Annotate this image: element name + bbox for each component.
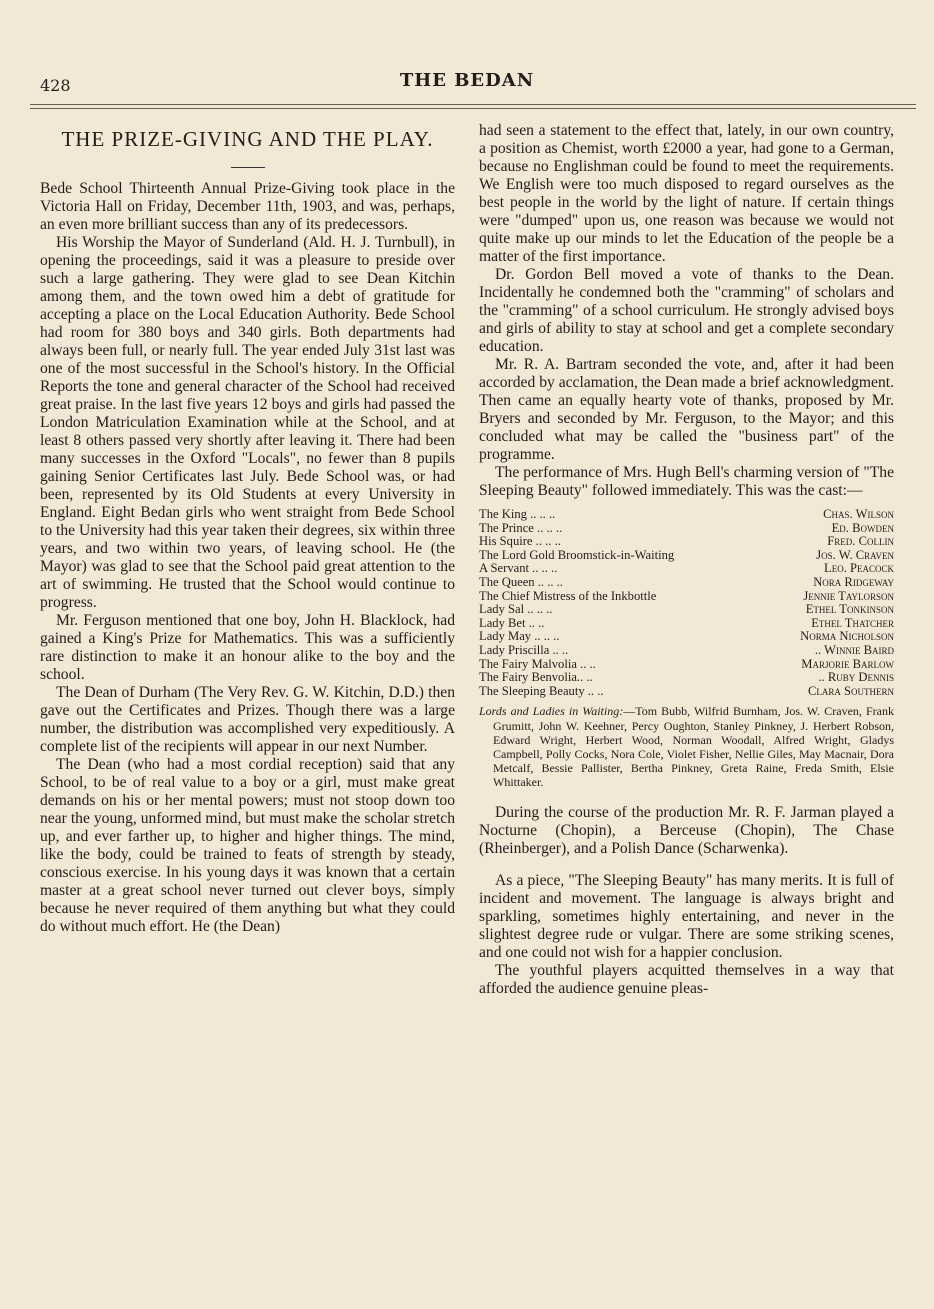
cast-actor: Fred. Collin bbox=[827, 534, 894, 549]
cast-actor: Clara Southern bbox=[807, 683, 894, 698]
cast-row bbox=[479, 630, 894, 644]
paragraph: His Worship the Mayor of Sunderland (Ald. H. J. Turnbull), in opening the proceedings, said it was a pleasure to preside over such a large gathering. They were glad to see Dean Kitchin among them, and the town owed him a debt of gratitude for accepting a place on the Local Education Authority. Bede School had room for 380 boys and 340 girls. Both departments had always been full, or nearly full. The year ended July 31st last was one of the most successful in the School's history. In the Official Reports the tone and general character of the School had received great praise. In the last five years 12 boys and girls had passed the London Matriculation Examination while at the School, and at least 8 others passed very shortly after leaving it. There had been many successes in the Oxford "Locals", no fewer than 8 pupils gaining Senior Certificates last July. Bede School was, or had been, represented by its Old Students at every University in England. Eight Bedan girls who went straight from Bede School to the University had this year taken their degrees, six within three years, and two within two years, of leaving school. He (the Mayor) was glad to see that the School paid great attention to the art of swimming. He trusted that the School would continue to progress. bbox=[40, 234, 455, 611]
cast-role: His Squire .. .. .. bbox=[479, 534, 561, 549]
lords-and-ladies bbox=[479, 704, 894, 789]
paragraph: During the course of the production Mr. R. F. Jarman played a Nocturne (Chopin), a Berceuse (Chopin), The Chase (Rheinberger), and a Polish Dance (Scharwenka). bbox=[479, 803, 894, 857]
cast-actor: Jennie Taylorson bbox=[803, 588, 894, 603]
cast-row bbox=[479, 508, 894, 522]
paragraph: The Dean (who had a most cordial reception) said that any School, to be of real value to a boy or a girl, must make great demands on his or her mental powers; must not stoop down too near the young, unformed mind, but must make the scholar stretch up, and ever farther up, to higher and higher things. The mind, like the body, could be trained to feats of strength by steady, conscious exercise. In his young days it was known that a certain master at a great school never turned out clever boys, simply because he never required of them anything but what they could do without much effort. He (the Dean) bbox=[40, 756, 455, 935]
right-column bbox=[479, 122, 894, 998]
cast-role: The Fairy Benvolia.. .. bbox=[479, 670, 593, 685]
cast-actor: Leo. Peacock bbox=[824, 561, 894, 576]
cast-row bbox=[479, 562, 894, 576]
cast-role: Lady Bet .. .. bbox=[479, 615, 545, 630]
cast-actor: Ethel Thatcher bbox=[811, 615, 894, 630]
cast-list bbox=[479, 508, 894, 698]
cast-role: The Fairy Malvolia .. .. bbox=[479, 656, 596, 671]
cast-role: The King .. .. .. bbox=[479, 507, 556, 521]
header-rule-double bbox=[30, 108, 916, 109]
spacer bbox=[479, 858, 894, 872]
paragraph: The youthful players acquitted themselves in a way that afforded the audience genuine pleas- bbox=[479, 961, 894, 997]
cast-role: The Chief Mistress of the Inkbottle bbox=[479, 588, 657, 603]
cast-row bbox=[479, 671, 894, 685]
cast-role: A Servant .. .. .. bbox=[479, 561, 558, 576]
cast-row bbox=[479, 549, 894, 563]
paragraph: The performance of Mrs. Hugh Bell's charming version of "The Sleeping Beauty" followed immediately. This was the cast:— bbox=[479, 464, 894, 499]
title-rule bbox=[231, 167, 265, 168]
cast-actor: Ethel Tonkinson bbox=[805, 602, 894, 617]
cast-row bbox=[479, 644, 894, 658]
paragraph: Bede School Thirteenth Annual Prize-Giving took place in the Victoria Hall on Friday, December 11th, 1903, and was, perhaps, an even more brilliant success than any of its predecessors. bbox=[40, 180, 455, 233]
cast-role: The Sleeping Beauty .. .. bbox=[479, 683, 604, 698]
running-title: THE BEDAN bbox=[399, 70, 535, 91]
cast-actor: Ed. Bowden bbox=[831, 520, 894, 535]
cast-role: The Lord Gold Broomstick-in-Waiting bbox=[479, 547, 675, 562]
cast-row bbox=[479, 685, 894, 699]
cast-row bbox=[479, 617, 894, 631]
lords-label: Lords and Ladies in Waiting: bbox=[479, 704, 624, 719]
cast-role: Lady Sal .. .. .. bbox=[479, 602, 553, 617]
cast-row bbox=[479, 658, 894, 672]
cast-row bbox=[479, 535, 894, 549]
cast-actor: Jos. W. Craven bbox=[816, 547, 894, 562]
paragraph: Dr. Gordon Bell moved a vote of thanks to the Dean. Incidentally he condemned both the "cramming" of scholars and the "cramming" of a school curriculum. He strongly advised boys and girls of ability to stay at school and get a complete secondary education. bbox=[479, 266, 894, 355]
cast-role: Lady Priscilla .. .. bbox=[479, 642, 569, 657]
cast-actor: Norma Nicholson bbox=[800, 629, 894, 644]
paragraph: As a piece, "The Sleeping Beauty" has many merits. It is full of incident and movement. The language is always bright and sparkling, sometimes highly entertaining, and never in the slightest degree rude or vulgar. There are some striking scenes, and one could not wish for a happier conclusion. bbox=[479, 871, 894, 961]
paragraph: The Dean of Durham (The Very Rev. G. W. Kitchin, D.D.) then gave out the Certificates and Prizes. Though there was a large number, the distribution was accomplished very expeditiously. A complete list of the recipients will appear in our next Number. bbox=[40, 684, 455, 755]
cast-actor: Marjorie Barlow bbox=[801, 656, 894, 671]
cast-role: The Prince .. .. .. bbox=[479, 520, 563, 535]
paragraph: Mr. Ferguson mentioned that one boy, John H. Blacklock, had gained a King's Prize for Mathematics. This was a sufficiently rare distinction to make it an honour alike to the boy and the school. bbox=[40, 612, 455, 683]
cast-actor: Chas. Wilson bbox=[823, 507, 894, 521]
lords-names: —Tom Bubb, Wilfrid Burnham, Jos. W. Craven, Frank Grumitt, John W. Keehner, Percy Oughton, Stanley Pinkney, J. Herbert Robson, Edward Wright, Herbert Wood, Norman Woodall, Alfred Wright, Gladys Campbell, Polly Cocks, Nora Cole, Violet Fisher, Nellie Giles, May Macnair, Dora Metcalf, Bessie Pallister, Bertha Pinkney, Greta Raine, Freda Smith, Elsie Whittaker. bbox=[493, 704, 894, 790]
cast-actor: .. Winnie Baird bbox=[814, 642, 894, 657]
cast-role: Lady May .. .. .. bbox=[479, 629, 560, 644]
article-title: THE PRIZE-GIVING AND THE PLAY. bbox=[61, 127, 434, 151]
paragraph: had seen a statement to the effect that, lately, in our own country, a position as Chemist, worth £2000 a year, had gone to a German, because no Englishman could be found to meet the requirements. We English were too much disposed to regard ourselves as the best people in the world by the light of nature. If certain things were "dumped" upon us, one reason was because we would not quite make up our minds to let the Education of the people be a matter of the first importance. bbox=[479, 122, 894, 265]
cast-row bbox=[479, 522, 894, 536]
header-rule bbox=[30, 104, 916, 105]
paragraph: Mr. R. A. Bartram seconded the vote, and, after it had been accorded by acclamation, the Dean made a brief acknowledgment. Then came an equally hearty vote of thanks, proposed by Mr. Bryers and seconded by Mr. Ferguson, to the Mayor; and this concluded what may be called the "business part" of the programme. bbox=[479, 356, 894, 463]
cast-row bbox=[479, 590, 894, 604]
left-column bbox=[40, 122, 455, 936]
cast-row bbox=[479, 603, 894, 617]
cast-role: The Queen .. .. .. bbox=[479, 574, 563, 589]
cast-actor: Nora Ridgeway bbox=[813, 574, 894, 589]
cast-row bbox=[479, 576, 894, 590]
cast-actor: .. Ruby Dennis bbox=[818, 670, 894, 685]
page-number: 428 bbox=[40, 76, 71, 95]
